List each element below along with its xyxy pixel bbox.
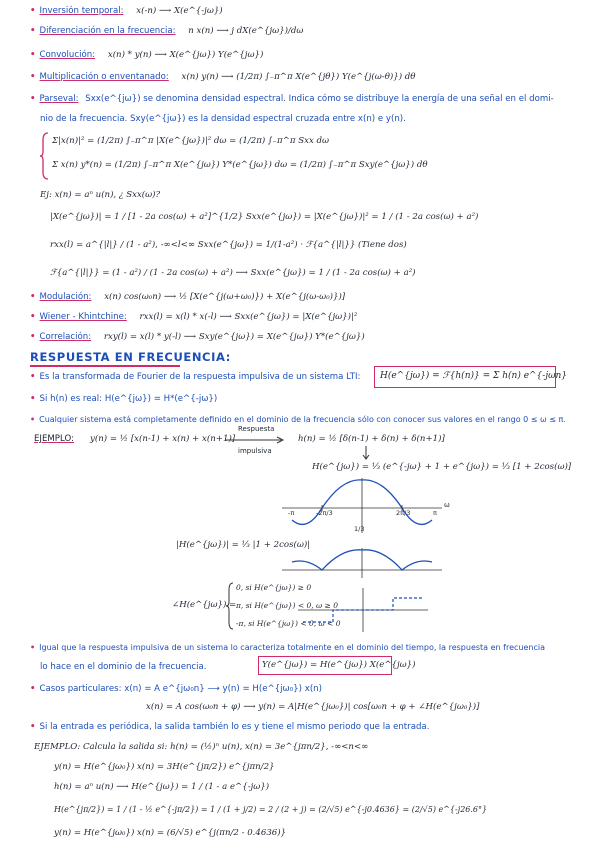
bullet-icon: • [30, 372, 36, 382]
tick-neg-2pi3: -2π/3 [316, 509, 333, 517]
section-line-3: • Cualquier sistema está completamente definido en el dominio de la frecuencia sólo con conocer sus valores en el rango 0 ≤ ω ≤ π. [30, 415, 566, 424]
example2-line-1: EJEMPLO: Calcula la salida si: h(n) = (½)ⁿ u(n), x(n) = 3e^{jπn/2}, -∞<n<∞ [34, 742, 369, 752]
bullet-icon: • [30, 332, 36, 342]
bullet-icon: • [30, 94, 36, 104]
section2-line-5: • Si la entrada es periódica, la salida también lo es y tiene el mismo periodo que la entrada. [30, 722, 430, 732]
bullet-icon: • [30, 394, 36, 404]
definition-formula: H(e^{jω}) = ℱ{h(n)} = Σ h(n) e^{-jωn} [380, 371, 567, 381]
example1-eq: y(n) = ½ [x(n-1) + x(n) + x(n+1)] [90, 434, 236, 444]
property-multiplicacion: • Multiplicación o enventanado: x(n) y(n) ⟶ (1/2π) ∫₋π^π X(e^{jθ}) Y(e^{j(ω-θ)}) dθ [30, 72, 416, 82]
example1-H: H(e^{jω}) = ⅓ (e^{-jω} + 1 + e^{jω}) = ⅓ [1 + 2cos(ω)] [312, 462, 572, 472]
property-parseval: • Parseval: Sxx(e^{jω}) se denomina densidad espectral. Indica cómo se distribuye la energía de una señal en el domi- [30, 94, 554, 104]
bullet-icon: • [30, 643, 36, 652]
phase-case-3: -π, si H(e^{jω}) < 0, ω < 0 [236, 619, 341, 628]
section2-line-4: x(n) = A cos(ω₀n + φ) ⟶ y(n) = A|H(e^{jω₀})| cos[ω₀n + φ + ∠H(e^{jω₀})] [146, 702, 480, 712]
bullet-icon: • [30, 722, 36, 732]
property-correlacion: • Correlación: rxy(l) = x(l) * y(-l) ⟶ Sxy(e^{jω}) = X(e^{jω}) Y*(e^{jω}) [30, 332, 365, 342]
example2-line-3: h(n) = aⁿ u(n) ⟶ H(e^{jω}) = 1 / (1 - a e^{-jω}) [54, 782, 270, 792]
bullet-icon: • [30, 312, 36, 322]
bullet-icon: • [30, 72, 36, 82]
example2-line-5: y(n) = H(e^{jω₀}) x(n) = (6/√5) e^{j(πn/2 - 0.4636)} [54, 828, 287, 838]
property-modulacion: • Modulación: x(n) cos(ω₀n) ⟶ ½ [X(e^{j(ω+ω₀)}) + X(e^{j(ω-ω₀)})] [30, 292, 346, 302]
example-prompt: Ej: x(n) = aⁿ u(n), ¿ Sxx(ω)? [40, 190, 161, 200]
tick-pi: π [433, 509, 437, 517]
right-arrow-icon [225, 437, 285, 443]
output-formula: Y(e^{jω}) = H(e^{jω}) X(e^{jω}) [262, 660, 416, 670]
parseval-eq-2: Σ x(n) y*(n) = (1/2π) ∫₋π^π X(e^{jω}) Y*(e^{jω}) dω = (1/2π) ∫₋π^π Sxy(e^{jω}) dθ [52, 160, 428, 170]
tick-pos-2pi3: 2π/3 [396, 509, 411, 517]
bullet-icon: • [30, 684, 36, 694]
property-convolucion: • Convolución: x(n) * y(n) ⟶ X(e^{jω}) Y(e^{jω}) [30, 50, 264, 60]
phase-case-2: π, si H(e^{jω}) < 0, ω ≥ 0 [236, 601, 338, 610]
section-line-2: • Si h(n) es real: H(e^{jω}) = H*(e^{-jω}) [30, 394, 218, 404]
bullet-icon: • [30, 415, 36, 424]
bullet-icon: • [30, 6, 36, 16]
phase-case-1: 0, si H(e^{jω}) ≥ 0 [236, 583, 312, 592]
parseval-eq-1: Σ|x(n)|² = (1/2π) ∫₋π^π |X(e^{jω})|² dω = (1/2π) ∫₋π^π Sxx dω [52, 136, 330, 146]
section2-line-1: • Igual que la respuesta impulsiva de un sistema lo caracteriza totalmente en el dominio del tiempo, la respuesta en frecuencia [30, 643, 545, 652]
example-mag: |X(e^{jω})| = 1 / [1 - 2a cos(ω) + a²]^{1/2} Sxx(e^{jω}) = |X(e^{jω})|² = 1 / (1 - 2a cos(ω) + a²) [50, 212, 479, 222]
parseval-continuation: nio de la frecuencia. Sxy(e^{jω}) es la densidad espectral cruzada entre x(n) e y(n). [40, 114, 406, 124]
section-heading: RESPUESTA EN FRECUENCIA: [30, 350, 231, 364]
example1-mag: |H(e^{jω})| = ⅓ |1 + 2cos(ω)| [176, 540, 311, 550]
example2-line-2: y(n) = H(e^{jω₀}) x(n) = 3H(e^{jπ/2}) e^{jπn/2} [54, 762, 275, 772]
heading-underline [30, 365, 180, 367]
example-fourier: ℱ{a^{|l|}} = (1 - a²) / (1 - 2a cos(ω) + a²) ⟶ Sxx(e^{jω}) = 1 / (1 - 2a cos(ω) + a²) [50, 268, 416, 278]
H-plot [282, 478, 452, 538]
property-diferenciacion: • Diferenciación en la frecuencia: n x(n) ⟶ j dX(e^{jω})/dω [30, 26, 304, 36]
property-inversion: • Inversión temporal: x(-n) ⟶ X(e^{-jω}) [30, 6, 223, 16]
phase-plot [298, 588, 438, 632]
bullet-icon: • [30, 50, 36, 60]
arrow-label-bottom: impulsiva [238, 447, 272, 455]
example1-label: EJEMPLO: [34, 434, 74, 444]
third-label: 1/3 [354, 525, 365, 533]
property-wiener: • Wiener - Khintchine: rxx(l) = x(l) * x(-l) ⟶ Sxx(e^{jω}) = |X(e^{jω})|² [30, 312, 358, 322]
bullet-icon: • [30, 26, 36, 36]
section-line-1: • Es la transformada de Fourier de la respuesta impulsiva de un sistema LTI: [30, 372, 361, 382]
example2-line-4: H(e^{jπ/2}) = 1 / (1 - ½ e^{-jπ/2}) = 1 / (1 + j/2) = 2 / (2 + j) = (2/√5) e^{-j0.4636} = (2/√5) e^{-j26.6°} [54, 805, 488, 814]
bullet-icon: • [30, 292, 36, 302]
example-rxx: rxx(l) = a^{|l|} / (1 - a²), -∞<l<∞ Sxx(e^{jω}) = 1/(1-a²) · ℱ{a^{|l|}} (Tiene dos) [50, 240, 407, 250]
phase-label: ∠H(e^{jω}) = [172, 600, 237, 610]
brace-icon [40, 132, 50, 180]
tick-minus-pi: -π [288, 509, 295, 517]
section2-line-2: lo hace en el dominio de la frecuencia. [40, 662, 207, 672]
omega-label: ω [444, 501, 450, 509]
down-arrow-icon [362, 446, 370, 460]
brace-icon [226, 582, 234, 630]
example1-result: h(n) = ½ [δ(n-1) + δ(n) + δ(n+1)] [298, 434, 445, 444]
arrow-label-top: Respuesta [238, 425, 275, 433]
section2-line-3: • Casos particulares: x(n) = A e^{jω₀n} ⟶ y(n) = H(e^{jω₀}) x(n) [30, 684, 322, 694]
